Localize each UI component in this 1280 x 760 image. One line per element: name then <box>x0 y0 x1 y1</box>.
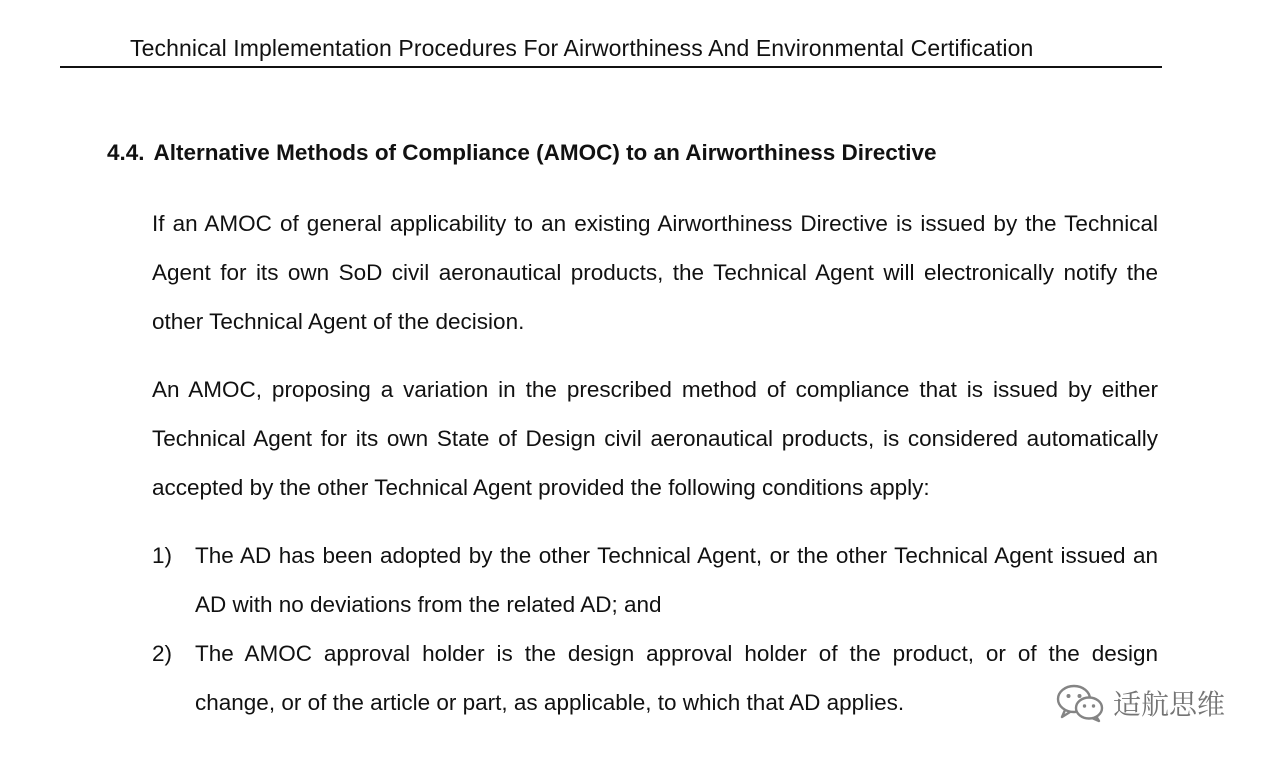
list-item-marker: 2) <box>152 641 173 666</box>
watermark-text: 适航思维 <box>1113 688 1226 721</box>
list-item <box>152 629 1158 727</box>
paragraph-amoc-acceptance: An AMOC, proposing a variation in the prescribed method of compliance that is issued by either Technical Agent for its own State of Design civil aeronautical products, is considered automatically accepted by the other Technical Agent provided the following conditions apply: <box>152 377 1158 500</box>
conditions-list <box>152 531 1158 727</box>
section-heading <box>107 140 937 166</box>
list-item-text: The AD has been adopted by the other Technical Agent, or the other Technical Agent issued an AD with no deviations from the related AD; and <box>195 543 1158 617</box>
list-item-text: The AMOC approval holder is the design approval holder of the product, or of the design change, or of the article or part, as applicable, to which that AD applies. <box>195 641 1158 715</box>
list-item-marker: 1) <box>152 543 173 568</box>
running-header-title: Technical Implementation Procedures For Airworthiness And Environmental Certification <box>130 35 1034 61</box>
wechat-icon <box>1055 683 1105 723</box>
running-header <box>60 30 1162 68</box>
section-number: 4.4. <box>107 140 145 165</box>
watermark <box>1055 681 1225 725</box>
section-title: Alternative Methods of Compliance (AMOC) to an Airworthiness Directive <box>153 140 937 165</box>
list-item <box>152 531 1158 629</box>
paragraph-general-amoc: If an AMOC of general applicability to an existing Airworthiness Directive is issued by the Technical Agent for its own SoD civil aeronautical products, the Technical Agent will electronically notify the other Technical Agent of the decision. <box>152 211 1158 334</box>
